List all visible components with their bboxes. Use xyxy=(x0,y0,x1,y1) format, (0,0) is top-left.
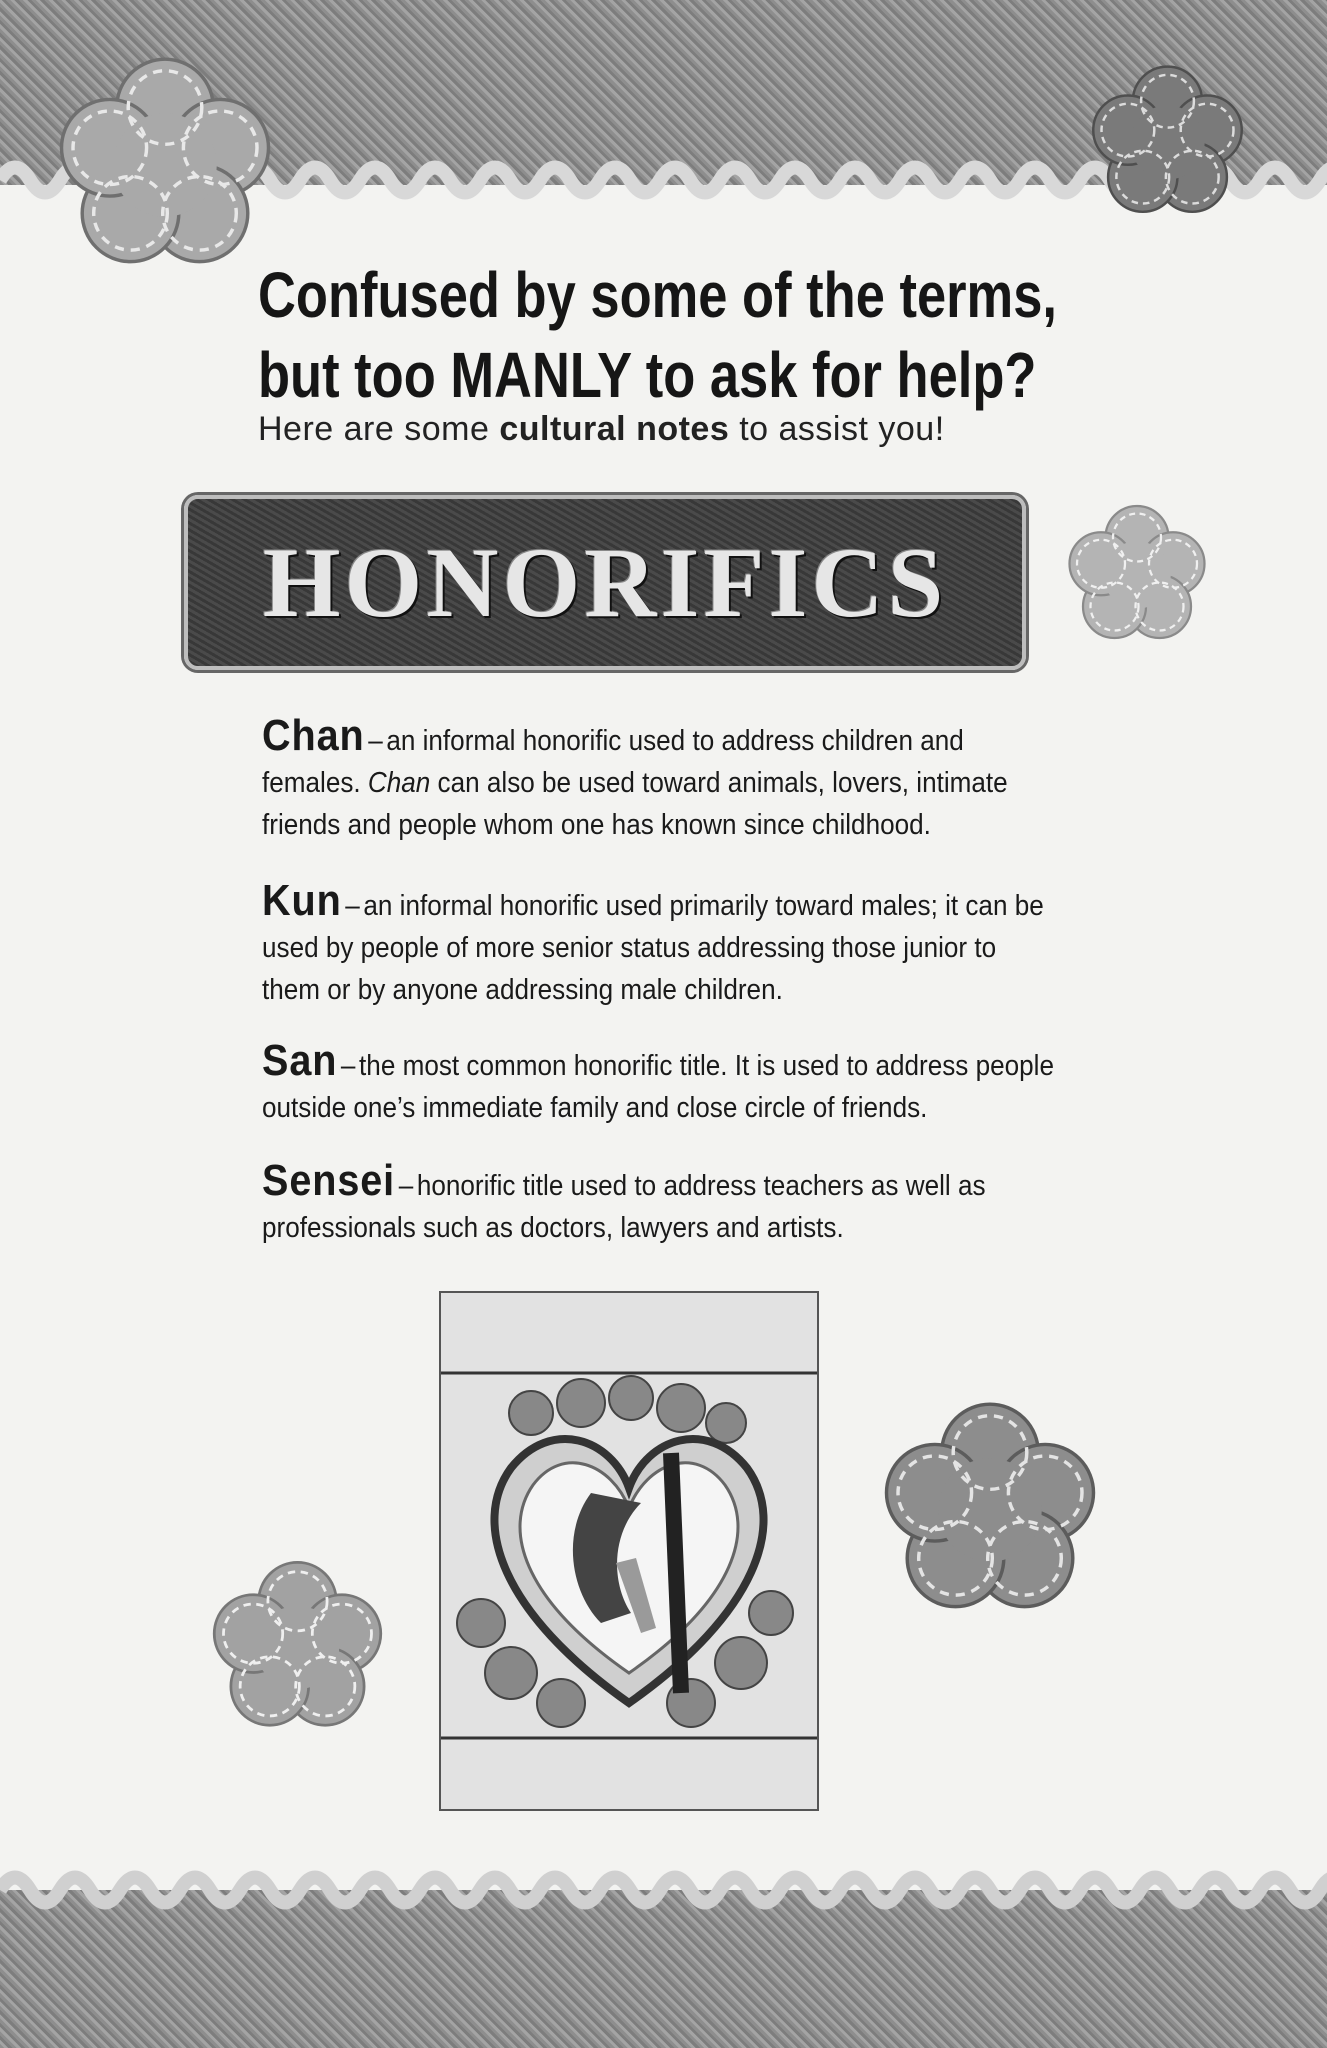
headline-line-1: Confused by some of the terms, xyxy=(258,259,1057,331)
stitched-flower-icon xyxy=(205,1555,390,1740)
subhead-emphasis: cultural notes xyxy=(499,410,730,448)
term-dash: – xyxy=(368,725,383,757)
definition-part: can also be used toward animals, lovers, intimate friends and people whom one has known since childhood. xyxy=(262,767,1008,841)
glossary-entry-sensei xyxy=(262,1156,1054,1249)
glossary-entry-chan xyxy=(262,711,1054,846)
glossary-term: Chan xyxy=(262,711,365,760)
bottom-rickrack-trim xyxy=(0,1860,1327,1920)
subhead-text-start: Here are some xyxy=(258,410,500,448)
glossary-definition: an informal honorific used primarily toward males; it can be used by people of more senior status addressing those junior to them or by anyone addressing male children. xyxy=(262,890,1044,1006)
glossary-definition: honorific title used to address teachers as well as professionals such as doctors, lawyers and artists. xyxy=(262,1170,986,1244)
glossary-definition: the most common honorific title. It is used to address people outside one’s immediate family and close circle of friends. xyxy=(262,1050,1054,1124)
section-banner xyxy=(184,495,1026,670)
stitched-flower-icon xyxy=(1062,500,1212,650)
term-dash: – xyxy=(398,1170,414,1202)
glossary-entry-san xyxy=(262,1036,1054,1129)
glossary-term: Kun xyxy=(262,876,342,925)
stitched-flower-icon xyxy=(50,50,280,280)
page-subheading xyxy=(258,410,945,449)
banner-title: HONORIFICS xyxy=(262,527,948,638)
definition-italic-term: Chan xyxy=(367,767,431,799)
definition-part: an informal honorific used to address children and females. xyxy=(262,725,964,799)
glossary-term: Sensei xyxy=(262,1156,396,1205)
stitched-flower-icon xyxy=(1085,60,1250,225)
term-dash: – xyxy=(345,890,360,922)
glossary-term: San xyxy=(262,1036,338,1085)
page-headline xyxy=(258,255,1057,415)
headline-line-2: but too MANLY to ask for help? xyxy=(258,339,1037,411)
glossary-entry-kun xyxy=(262,876,1054,1011)
stitched-flower-icon xyxy=(875,1395,1105,1625)
term-dash: – xyxy=(340,1050,356,1082)
heart-frame-illustration xyxy=(439,1291,819,1811)
subhead-text-end: to assist you! xyxy=(729,410,945,448)
